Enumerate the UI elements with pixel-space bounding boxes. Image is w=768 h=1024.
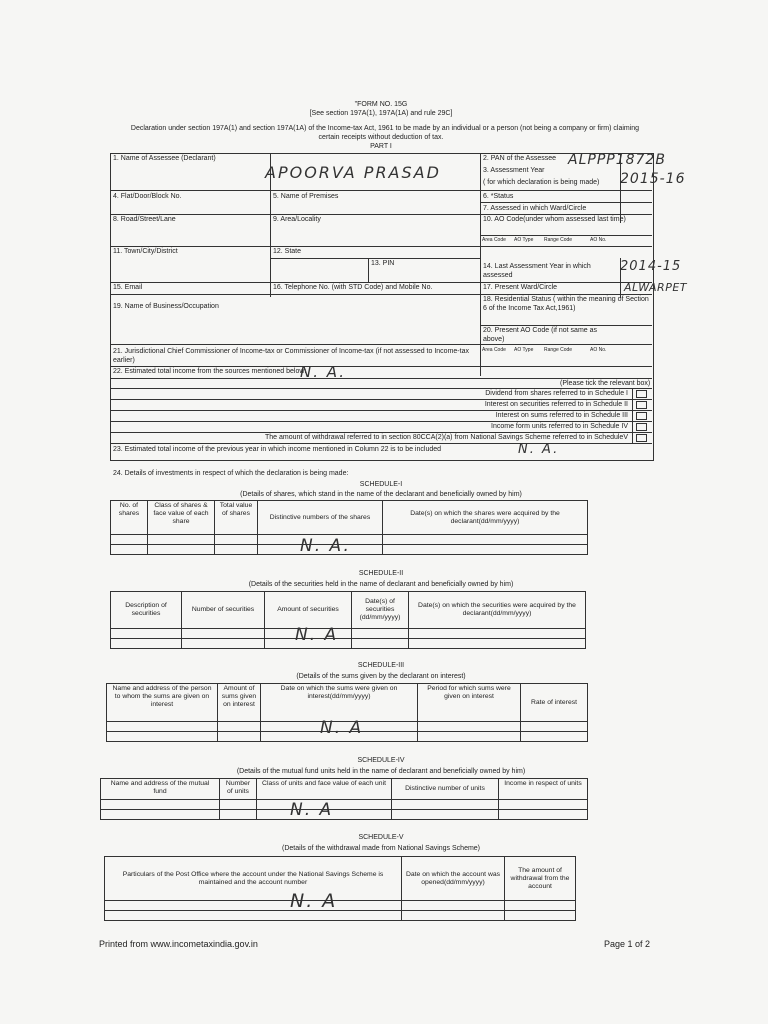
tick-instruction: (Please tick the relevant box) (560, 380, 651, 387)
grid-line (480, 294, 652, 295)
grid-line (110, 214, 480, 215)
field-2-label: 2. PAN of the Assessee (483, 155, 557, 162)
table-cell[interactable] (215, 545, 258, 555)
table-cell[interactable] (505, 911, 576, 921)
schedule-4-ref: Income form units referred to in Schedule IV (491, 423, 628, 430)
table-cell[interactable] (352, 629, 409, 639)
col-header: Date(s) on which the securities were acquired by the declarant(dd/mm/yyyy) (409, 592, 586, 629)
schedule-2-na: N. A (295, 625, 339, 645)
field-16-label: 16. Telephone No. (with STD Code) and Mobile No. (273, 284, 433, 291)
table-cell[interactable] (111, 629, 182, 639)
table-cell[interactable] (352, 639, 409, 649)
table-cell[interactable] (218, 732, 261, 742)
schedule-3-na: N. A (320, 718, 364, 738)
col-header: Period for which sums were given on interest (418, 684, 521, 722)
col-header: Description of securities (111, 592, 182, 629)
grid-line (110, 366, 652, 367)
ao-code-columns-2 (480, 344, 652, 356)
field-14-label: 14. Last Assessment Year in which assessed (483, 263, 591, 279)
grid-line (110, 410, 652, 411)
grid-line (270, 258, 480, 259)
schedule-1-ref: Dividend from shares referred to in Schedule I (485, 390, 628, 397)
schedule-5-title: SCHEDULE-V (358, 834, 404, 841)
field-6-label: 6. *Status (483, 193, 514, 200)
table-cell[interactable] (111, 639, 182, 649)
field-12-label: 12. State (273, 248, 302, 255)
field-20-label: 20. Present AO Code (if not same as above) (483, 327, 598, 343)
schedule-3-subtitle: (Details of the sums given by the declarant on interest) (296, 673, 466, 680)
schedule-5-table (104, 856, 576, 921)
col-header: Number of units (220, 779, 257, 800)
form-reference: [See section 197A(1), 197A(1A) and rule 29C] (309, 110, 453, 117)
col-header: No. of shares (111, 501, 148, 535)
grid-line (368, 258, 369, 282)
schedule-4-subtitle: (Details of the mutual fund units held in the name of declarant and beneficially owned by him) (236, 768, 526, 775)
table-cell[interactable] (220, 810, 257, 820)
field-19-label: 19. Name of Business/Occupation (113, 303, 219, 310)
table-cell[interactable] (107, 722, 218, 732)
table-cell[interactable] (148, 545, 215, 555)
area-code-label: Area Code (482, 237, 506, 243)
field-17-label: 17. Present Ward/Circle (483, 284, 558, 291)
schedule-1-subtitle: (Details of shares, which stand in the name of the declarant and beneficially owned by him) (240, 491, 522, 498)
present-ward-value[interactable]: ALWARPET (624, 281, 688, 294)
field-15-label: 15. Email (113, 284, 143, 291)
field-11-label: 11. Town/City/District (113, 248, 178, 255)
table-cell[interactable] (402, 911, 505, 921)
table-cell[interactable] (383, 545, 588, 555)
estimated-income-value[interactable]: N. A. (300, 363, 347, 381)
ao-code-columns (480, 235, 652, 246)
ao-type-label: AO Type (514, 237, 534, 243)
schedule-2-checkbox[interactable] (636, 401, 647, 409)
declaration-text-2: certain receipts without deduction of tax. (318, 134, 444, 141)
col-header: Class of units and face value of each unit (257, 779, 392, 800)
field-7-label: 7. Assessed in which Ward/Circle (483, 205, 587, 212)
col-header: Number of securities (182, 592, 265, 629)
schedule-3-title: SCHEDULE-III (357, 662, 405, 669)
ao-type-label: AO Type (514, 347, 534, 353)
table-cell[interactable] (418, 722, 521, 732)
schedule-5-subtitle: (Details of the withdrawal made from National Savings Scheme) (281, 845, 481, 852)
assessment-year-value[interactable]: 2015-16 (620, 171, 686, 187)
schedule-3-ref: Interest on sums referred to in Schedule III (495, 412, 628, 419)
table-cell[interactable] (392, 810, 499, 820)
table-cell[interactable] (105, 901, 402, 911)
grid-line (480, 153, 481, 376)
table-cell[interactable] (402, 901, 505, 911)
page-number: Page 1 of 2 (604, 939, 651, 949)
grid-line (110, 246, 652, 247)
field-4-label: 4. Flat/Door/Block No. (113, 193, 182, 200)
area-code-label: Area Code (482, 347, 506, 353)
table-cell[interactable] (101, 800, 220, 810)
field-9-label: 9. Area/Locality (273, 216, 321, 223)
col-header: Total value of shares (215, 501, 258, 535)
grid-line (110, 432, 652, 433)
field-8-label: 8. Road/Street/Lane (113, 216, 176, 223)
table-cell[interactable] (107, 732, 218, 742)
col-header: Income in respect of units (499, 779, 588, 800)
table-cell[interactable] (383, 535, 588, 545)
col-header: Amount of securities (265, 592, 352, 629)
table-cell[interactable] (409, 639, 586, 649)
table-cell[interactable] (218, 722, 261, 732)
previous-year-income-value[interactable]: N. A. (518, 442, 560, 457)
grid-line (110, 282, 652, 283)
grid-line (480, 325, 652, 326)
table-cell[interactable] (105, 911, 402, 921)
grid-line (632, 388, 633, 443)
table-cell[interactable] (111, 545, 148, 555)
table-cell[interactable] (409, 629, 586, 639)
range-code-label: Range Code (544, 237, 573, 243)
ao-no-label: AO No. (590, 237, 607, 243)
col-header: Date(s) of securities (dd/mm/yyyy) (352, 592, 409, 629)
schedule-4-checkbox[interactable] (636, 423, 647, 431)
col-header: Amount of sums given on interest (218, 684, 261, 722)
ao-no-label: AO No. (590, 347, 607, 353)
table-cell[interactable] (101, 810, 220, 820)
grid-line (110, 378, 652, 379)
field-5-label: 5. Name of Premises (273, 193, 339, 200)
col-header: Particulars of the Post Office where the account under the National Savings Scheme is maintained and the account number (105, 857, 402, 901)
form-number: "FORM NO. 15G (354, 101, 408, 108)
field-13-label: 13. PIN (371, 260, 395, 267)
schedule-2-table (110, 591, 586, 649)
grid-line (480, 202, 652, 203)
schedule-1-na: N. A. (300, 536, 351, 556)
table-cell[interactable] (182, 629, 265, 639)
schedule-2-subtitle: (Details of the securities held in the name of declarant and beneficially owned by him) (248, 581, 514, 588)
footer-source: Printed from www.incometaxindia.gov.in (99, 939, 258, 949)
pan-value[interactable]: ALPPP1872B (568, 152, 666, 168)
table-cell[interactable] (521, 722, 588, 732)
table-cell[interactable] (499, 810, 588, 820)
field-3-label: 3. Assessment Year (483, 167, 545, 174)
table-cell[interactable] (215, 535, 258, 545)
col-header: The amount of withdrawal from the account (505, 857, 576, 901)
schedule-4-title: SCHEDULE-IV (357, 757, 405, 764)
col-header: Class of shares & face value of each share (148, 501, 215, 535)
col-header: Name and address of the mutual fund (101, 779, 220, 800)
grid-line (110, 443, 652, 444)
schedule-5-checkbox[interactable] (636, 434, 647, 442)
field-10-label: 10. AO Code(under whom assessed last time) (483, 216, 626, 223)
field-21-label: 21. Jurisdictional Chief Commissioner of Income-tax or Commissioner of Income-tax (if not assessed to Income-tax earlier) (113, 348, 469, 364)
field-3-sub-label: ( for which declaration is being made) (483, 179, 600, 186)
grid-line (110, 294, 480, 295)
schedule-5-ref: The amount of withdrawal referred to in section 80CCA(2)(a) from National Savings Scheme referred to in ScheduleV (264, 434, 628, 441)
field-18-label: 18. Residential Status ( within the meaning of Section 6 of the Income Tax Act,1961) (483, 296, 649, 312)
table-cell[interactable] (392, 800, 499, 810)
table-cell[interactable] (220, 800, 257, 810)
grid-line (110, 421, 652, 422)
col-header: Date(s) on which the shares were acquired by the declarant(dd/mm/yyyy) (383, 501, 588, 535)
field-1-label: 1. Name of Assessee (Declarant) (113, 155, 216, 162)
schedule-4-table (100, 778, 588, 820)
col-header: Date on which the sums were given on interest(dd/mm/yyyy) (261, 684, 418, 722)
schedule-2-title: SCHEDULE-II (358, 570, 404, 577)
schedule-3-checkbox[interactable] (636, 412, 647, 420)
table-cell[interactable] (505, 901, 576, 911)
part-label: PART I (370, 143, 392, 150)
schedule-1-title: SCHEDULE-I (359, 481, 403, 488)
schedule-5-na: N. A (290, 890, 338, 912)
table-cell[interactable] (182, 639, 265, 649)
col-header: Date on which the account was opened(dd/mm/yyyy) (402, 857, 505, 901)
schedule-2-ref: Interest on securities referred to in Schedule II (484, 401, 628, 408)
schedule-4-na: N. A (290, 800, 334, 820)
declaration-text: Declaration under section 197A(1) and section 197A(1A) of the Income-tax Act, 1961 to be made by an individual or a person (not being a company or firm) claiming (130, 125, 640, 132)
col-header: Rate of interest (521, 684, 588, 722)
table-cell[interactable] (111, 535, 148, 545)
grid-line (270, 190, 271, 297)
table-cell[interactable] (418, 732, 521, 742)
table-cell[interactable] (148, 535, 215, 545)
assessee-name-value[interactable]: APOORVA PRASAD (265, 163, 441, 182)
grid-line (110, 399, 652, 400)
field-22-label: 22. Estimated total income from the sources mentioned below: (113, 368, 307, 375)
schedule-1-checkbox[interactable] (636, 390, 647, 398)
col-header: Distinctive number of units (392, 779, 499, 800)
table-cell[interactable] (499, 800, 588, 810)
col-header: Distinctive numbers of the shares (258, 501, 383, 535)
table-cell[interactable] (521, 732, 588, 742)
col-header: Name and address of the person to whom the sums are given on interest (107, 684, 218, 722)
grid-line (480, 214, 652, 215)
field-24-label: 24. Details of investments in respect of which the declaration is being made: (113, 470, 349, 477)
range-code-label: Range Code (544, 347, 573, 353)
last-assessment-year-value[interactable]: 2014-15 (620, 259, 682, 274)
grid-line (110, 190, 652, 191)
field-23-label: 23. Estimated total income of the previous year in which income mentioned in Column 22 is to be included (113, 446, 442, 453)
